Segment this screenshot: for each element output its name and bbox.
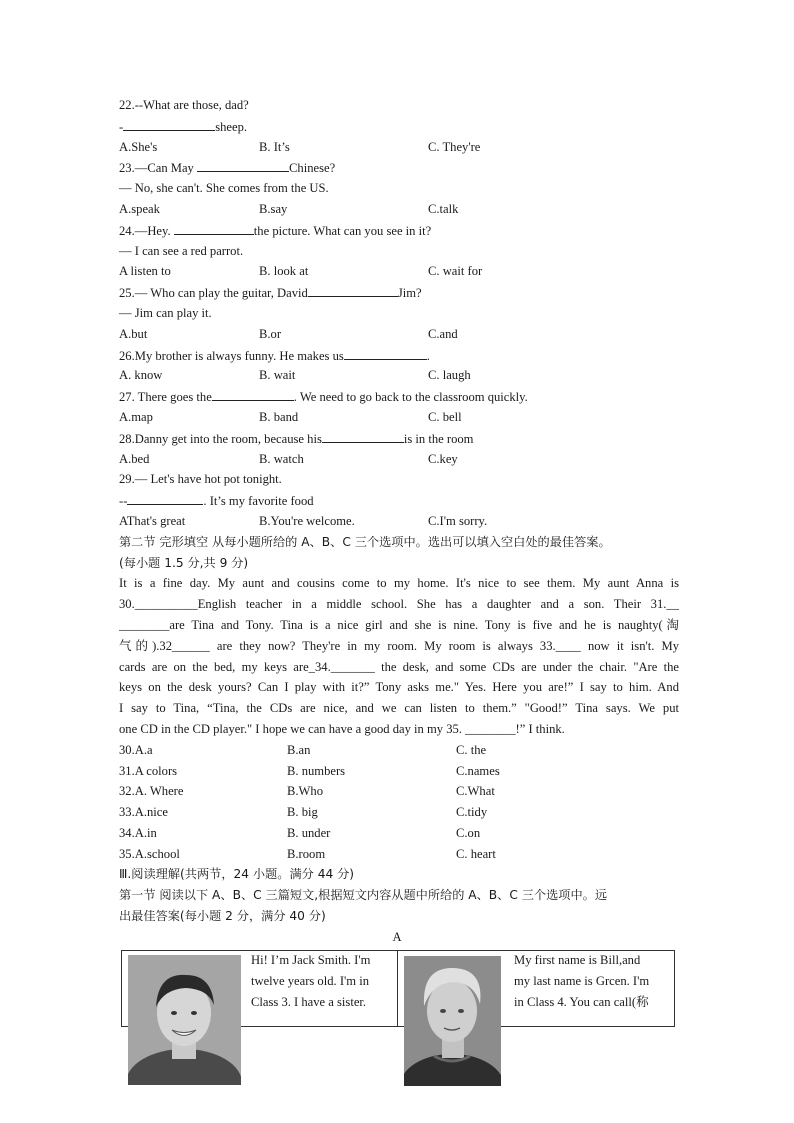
q24-options bbox=[119, 261, 679, 282]
cloze-options-34 bbox=[119, 823, 679, 844]
option-c: C.names bbox=[456, 763, 500, 778]
option-c: C.on bbox=[456, 825, 481, 840]
q25-blank bbox=[308, 282, 398, 297]
q22-option-b: B. It’s bbox=[259, 139, 290, 154]
q24-stem bbox=[119, 220, 679, 241]
q28-options bbox=[119, 449, 679, 470]
q24-option-c: C. wait for bbox=[428, 264, 483, 279]
q27-stem-after: . We need to go back to the classroom quickly. bbox=[293, 390, 528, 405]
profile-line: my last name is Grcen. I'm bbox=[514, 973, 650, 988]
cloze-options-31 bbox=[119, 761, 679, 782]
profile-bill-text bbox=[514, 950, 670, 1012]
option-c: C. heart bbox=[456, 846, 496, 861]
option-a: 34.A.in bbox=[119, 825, 157, 840]
q26-stem-after: . bbox=[426, 348, 430, 363]
passage-line: keys on the desk yours? Can I play with it?” Tony asks me." Yes. Here you are!” I say to him. And bbox=[119, 680, 679, 695]
option-a: 33.A.nice bbox=[119, 805, 168, 820]
q29-stem: 29.— Let's have hot pot tonight. bbox=[119, 472, 282, 487]
cloze-passage bbox=[119, 573, 679, 739]
q29-option-c: C.I'm sorry. bbox=[428, 513, 488, 528]
q22-stem: 22.--What are those, dad? bbox=[119, 98, 249, 112]
q29-blank bbox=[127, 490, 203, 505]
passage-line: cards are on the bed, my keys are_34._______ the desk, and some CDs are under the chair. "Are the bbox=[119, 659, 679, 674]
cloze-options-33 bbox=[119, 802, 679, 823]
q24-option-b: B. look at bbox=[259, 264, 309, 279]
q22-option-a: A.She's bbox=[119, 139, 158, 154]
passage-a-label: A bbox=[392, 929, 402, 944]
panel-divider bbox=[397, 951, 398, 1026]
option-a: 31.A colors bbox=[119, 763, 178, 778]
q27-option-a: A.map bbox=[119, 409, 153, 424]
q29-reply bbox=[119, 490, 679, 511]
option-a: 35.A.school bbox=[119, 846, 180, 861]
passage-line: ________are Tina and Tony. Tina is a nice girl and she is nine. Tony is five and he is naughty(淘 bbox=[119, 617, 679, 632]
q24-stem-after: the picture. What can you see in it? bbox=[253, 223, 432, 238]
option-b: B. big bbox=[287, 805, 318, 820]
q23-reply: — No, she can't. She comes from the US. bbox=[119, 181, 329, 196]
option-a: 32.A. Where bbox=[119, 784, 184, 799]
option-c: C.What bbox=[456, 784, 495, 799]
q28-option-c: C.key bbox=[428, 451, 458, 466]
profile-line: in Class 4. You can call(称 bbox=[514, 994, 649, 1009]
cloze-options-35 bbox=[119, 844, 679, 865]
profile-line: Hi! I’m Jack Smith. I'm bbox=[251, 953, 371, 967]
cloze-options-30 bbox=[119, 740, 679, 761]
option-b: B.room bbox=[287, 846, 326, 861]
passage-line: one CD in the CD player." I hope we can have a good day in my 35. ________!” I think. bbox=[119, 721, 565, 736]
boy-portrait-icon bbox=[128, 955, 241, 1085]
cloze-options-32 bbox=[119, 781, 679, 802]
option-b: B.Who bbox=[287, 784, 324, 799]
passage-line: I say to Tina, “Tina, the CDs are nice, and we can listen to them.” "Good!” Tina says. We put bbox=[119, 701, 679, 716]
q23-options bbox=[119, 199, 679, 220]
q25-stem-after: Jim? bbox=[397, 286, 422, 301]
q28-stem bbox=[119, 428, 679, 449]
q25-options bbox=[119, 324, 679, 345]
q23-option-b: B.say bbox=[259, 201, 288, 216]
q23-stem bbox=[119, 157, 679, 178]
q24-stem-before: 24.—Hey. bbox=[119, 223, 174, 238]
q26-stem-before: 26.My brother is always funny. He makes us bbox=[119, 348, 344, 363]
q23-option-a: A.speak bbox=[119, 201, 160, 216]
q25-stem-before: 25.— Who can play the guitar, David bbox=[119, 286, 308, 301]
passage-line: It is a fine day. My aunt and cousins come to my home. It's nice to see them. My aunt Anna is bbox=[119, 576, 679, 591]
option-b: B. under bbox=[287, 825, 331, 840]
q23-option-c: C.talk bbox=[428, 201, 459, 216]
q28-blank bbox=[322, 428, 404, 443]
q22-answer-suffix: sheep. bbox=[215, 119, 248, 134]
profile-jack-text bbox=[251, 950, 391, 1012]
q27-option-c: C. bell bbox=[428, 409, 462, 424]
q29-reply-prefix: -- bbox=[119, 494, 128, 509]
boy-photo-jack bbox=[128, 955, 241, 1085]
q29-option-a: AThat's great bbox=[119, 513, 186, 528]
q23-stem-after: Chinese? bbox=[289, 161, 336, 176]
exam-page bbox=[119, 95, 679, 948]
q25-option-b: B.or bbox=[259, 326, 282, 341]
q26-options bbox=[119, 365, 679, 386]
option-a: 30.A.a bbox=[119, 742, 153, 757]
q28-stem-before: 28.Danny get into the room, because his bbox=[119, 431, 322, 446]
q27-stem-before: 27. There goes the bbox=[119, 390, 212, 405]
section3-title: Ⅲ.阅读理解(共两节，24 小题。满分 44 分) bbox=[119, 867, 355, 882]
section2-title: 第二节 完形填空 从每小题所给的 A、B、C 三个选项中。选出可以填入空白处的最佳答案。 bbox=[119, 534, 611, 549]
q24-blank bbox=[174, 220, 254, 235]
q22-option-c: C. They're bbox=[428, 139, 481, 154]
q25-stem bbox=[119, 282, 679, 303]
q26-option-c: C. laugh bbox=[428, 368, 471, 383]
q26-blank bbox=[344, 345, 427, 360]
q24-reply: — I can see a red parrot. bbox=[119, 243, 244, 258]
section3-subtitle: 第一节 阅读以下 A、B、C 三篇短文,根据短文内容从题中所给的 A、B、C 三个选项中。远 bbox=[119, 888, 608, 903]
boy-portrait-icon bbox=[404, 956, 501, 1086]
q27-stem bbox=[119, 386, 679, 407]
profile-line: Class 3. I have a sister. bbox=[251, 994, 367, 1009]
option-c: C.tidy bbox=[456, 805, 488, 820]
q27-blank bbox=[212, 386, 294, 401]
option-b: B. numbers bbox=[287, 763, 346, 778]
q25-reply: — Jim can play it. bbox=[119, 305, 212, 320]
q27-option-b: B. band bbox=[259, 409, 299, 424]
q25-option-a: A.but bbox=[119, 326, 148, 341]
option-c: C. the bbox=[456, 742, 487, 757]
profile-line: My first name is Bill,and bbox=[514, 953, 641, 967]
section2-title-cont: (每小题 1.5 分,共 9 分) bbox=[119, 555, 249, 570]
option-b: B.an bbox=[287, 742, 311, 757]
q26-stem bbox=[119, 345, 679, 366]
q26-option-b: B. wait bbox=[259, 368, 296, 383]
q25-option-c: C.and bbox=[428, 326, 458, 341]
passage-line: 气的).32______ are they now? They're in my room. My room is always 33.____ now it isn't. My bbox=[119, 638, 679, 653]
q27-options bbox=[119, 407, 679, 428]
q22-answer-prefix: - bbox=[119, 119, 124, 134]
q28-stem-after: is in the room bbox=[403, 431, 474, 446]
q22-options bbox=[119, 137, 679, 158]
q29-options bbox=[119, 511, 679, 532]
q24-option-a: A listen to bbox=[119, 264, 171, 279]
passage-line: 30.__________English teacher in a middle school. She has a daughter and a son. Their 31.__ bbox=[119, 597, 679, 612]
q28-option-b: B. watch bbox=[259, 451, 304, 466]
q29-reply-suffix: . It’s my favorite food bbox=[203, 494, 314, 509]
section3-subtitle-cont: 出最佳答案(每小题 2 分，满分 40 分) bbox=[119, 909, 326, 924]
q26-option-a: A. know bbox=[119, 368, 163, 383]
q23-blank bbox=[197, 157, 289, 172]
q22-blank bbox=[123, 116, 215, 131]
q22-answer bbox=[119, 116, 679, 137]
q29-option-b: B.You're welcome. bbox=[259, 513, 355, 528]
boy-photo-bill bbox=[404, 956, 501, 1086]
q23-stem-before: 23.—Can May bbox=[119, 161, 198, 176]
profile-line: twelve years old. I'm in bbox=[251, 973, 370, 988]
q28-option-a: A.bed bbox=[119, 451, 150, 466]
